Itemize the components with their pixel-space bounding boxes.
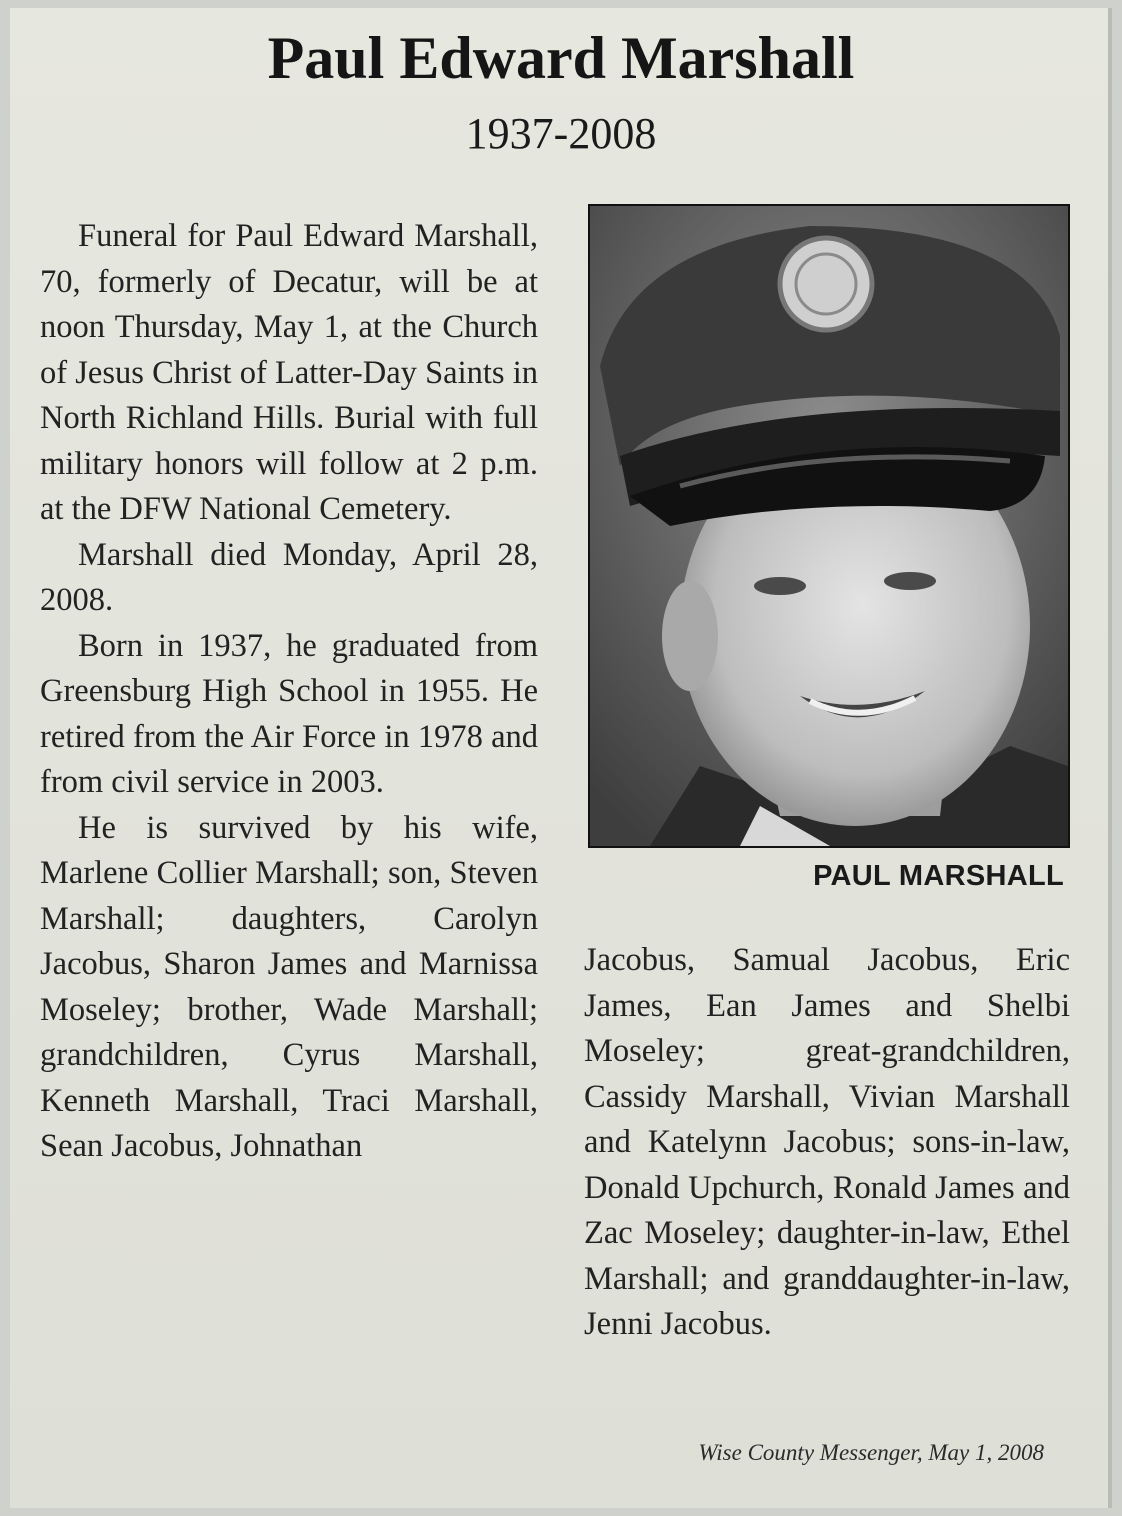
photo-caption: PAUL MARSHALL (813, 860, 1064, 892)
paragraph-biography: Born in 1937, he graduated from Greensburg High School in 1955. He retired from the Air Force in 1978 and from civil service in 2003. (40, 627, 538, 800)
paragraph-survivors-continued: Jacobus, Samual Jacobus, Eric James, Ean James and Shelbi Moseley; great-grandchildren, Cassidy Marshall, Vivian Marshall and Katelynn Jacobus; sons-in-law, Donald Upchurch, Ronald James and Zac Moseley; daughter-in-law, Ethel Marshall; and granddaughter-in-law, Jenni Jacobus. (584, 942, 1070, 1342)
life-years: 1937-2008 (465, 109, 657, 158)
paragraph-funeral: Funeral for Paul Edward Marshall, 70, formerly of Decatur, will be at noon Thursday, May 1, at the Church of Jesus Christ of Latter-Day Saints in North Richland Hills. Burial with full military honors will follow at 2 p.m. at the DFW National Cemetery. (40, 218, 538, 527)
source-credit: Wise County Messenger, May 1, 2008 (698, 1440, 1044, 1465)
paragraph-survivors: He is survived by his wife, Marlene Collier Marshall; son, Steven Marshall; daughters, Carolyn Jacobus, Sharon James and Marnissa Moseley; brother, Wade Marshall; grandchildren, Cyrus Marshall, Kenneth Marshall, Traci Marshall, Sean Jacobus, Johnathan (40, 809, 538, 1164)
obituary-title: Paul Edward Marshall (267, 25, 855, 91)
portrait-image (590, 206, 1068, 846)
obituary-right-column (584, 938, 1070, 1348)
portrait-photo (588, 204, 1070, 848)
paragraph-death: Marshall died Monday, April 28, 2008. (40, 536, 538, 618)
obituary-left-column (40, 214, 538, 1170)
